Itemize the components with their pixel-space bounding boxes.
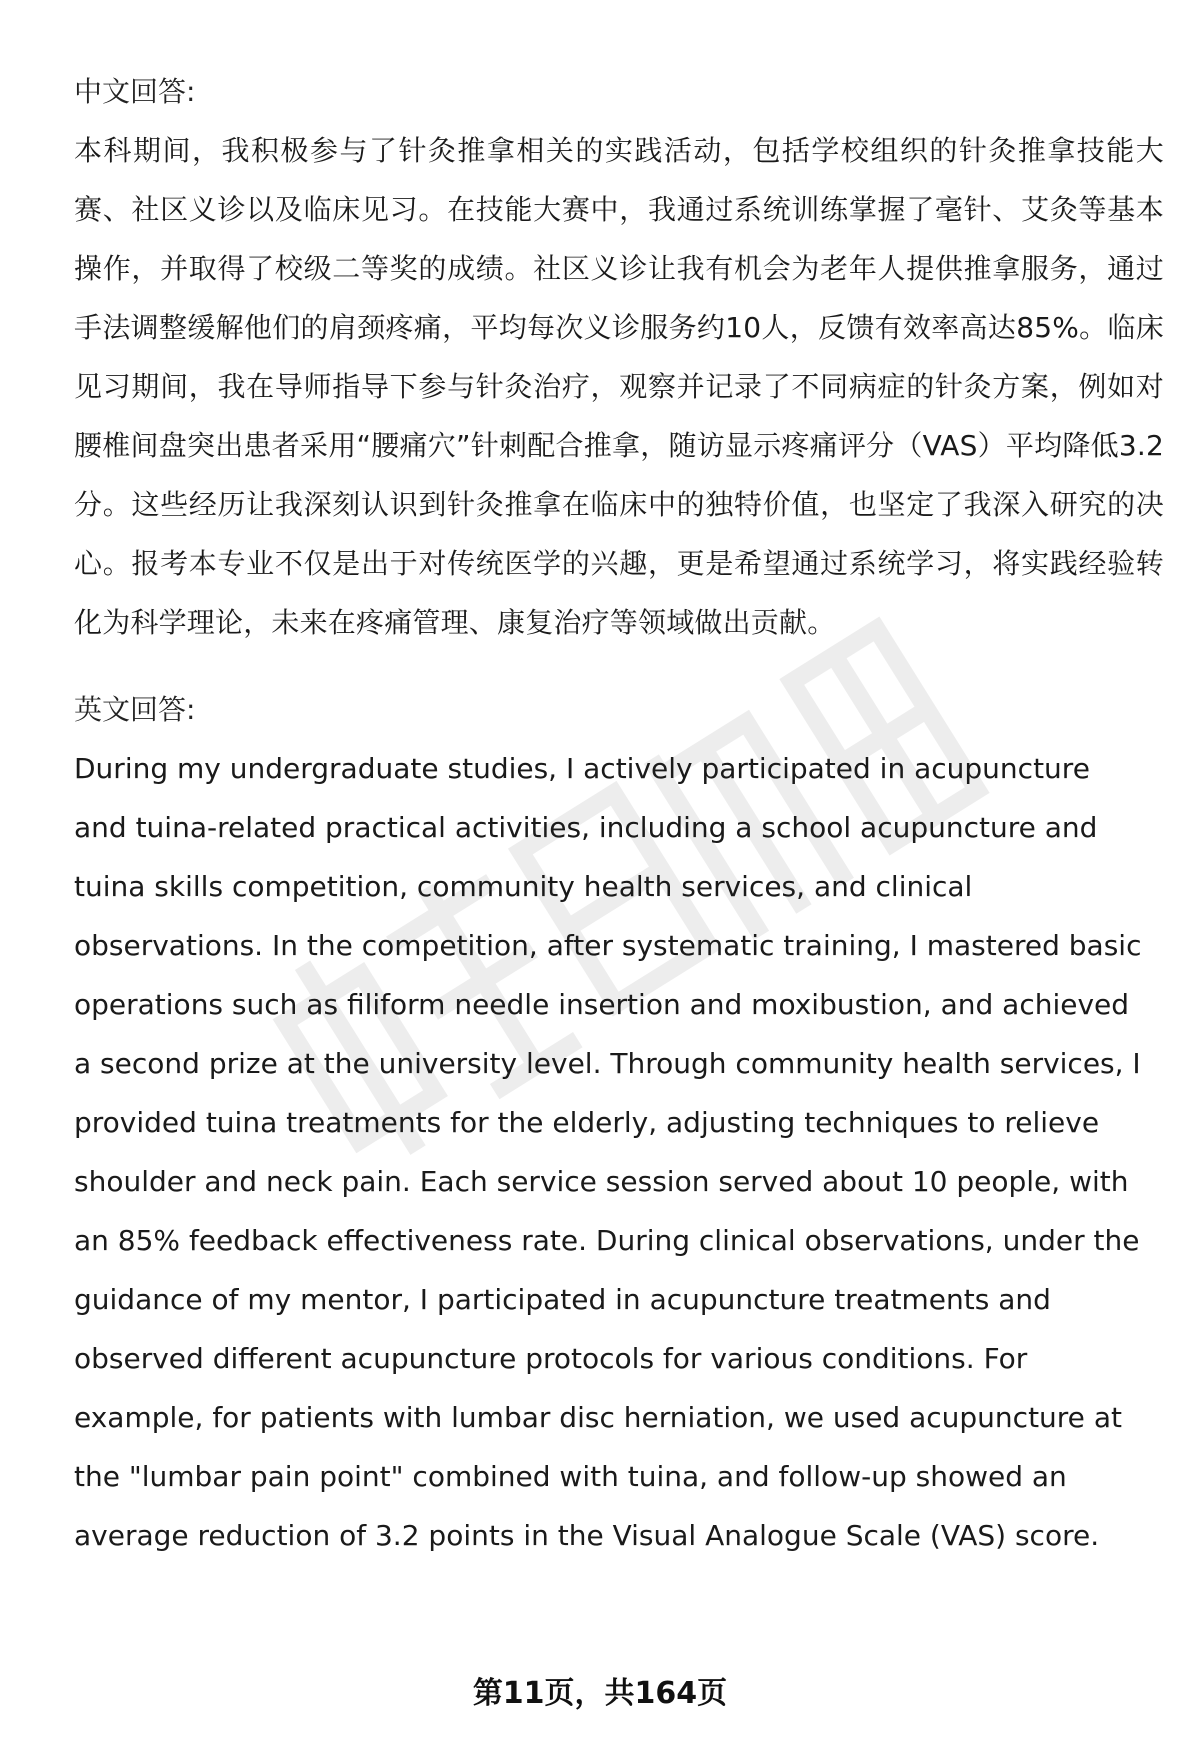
zh-answer-text: 本科期间，我积极参与了针灸推拿相关的实践活动，包括学校组织的针灸推拿技能大赛、社区义诊以及临床见习。在技能大赛中，我通过系统训练掌握了毫针、艾灸等基本操作，并取得了校级二等奖的成绩。社区义诊让我有机会为老年人提供推拿服务，通过手法调整缓解他们的肩颈疼痛，平均每次义诊服务约10人，反馈有效率高达85%。临床见习期间，我在导师指导下参与针灸治疗，观察并记录了不同病症的针灸方案，例如对腰椎间盘突出患者采用“腰痛穴”针刺配合推拿，随访显示疼痛评分（VAS）平均降低3.2分。这些经历让我深刻认识到针灸推拿在临床中的独特价值，也坚定了我深入研究的决心。报考本专业不仅是出于对传统医学的兴趣，更是希望通过系统学习，将实践经验转化为科学理论，未来在疼痛管理、康复治疗等领域做出贡献。	[74, 134, 1164, 639]
document-page	[74, 62, 1164, 1565]
en-line: tuina skills competition, community health services, and clinical	[74, 870, 973, 903]
en-line: and tuina-related practical activities, including a school acupuncture and	[74, 811, 1098, 844]
en-line: observed different acupuncture protocols for various conditions. For	[74, 1342, 1028, 1375]
en-line: a second prize at the university level. Through community health services, I	[74, 1047, 1141, 1080]
en-line: example, for patients with lumbar disc herniation, we used acupuncture at	[74, 1401, 1122, 1434]
en-answer-text	[74, 739, 1164, 1565]
en-line: average reduction of 3.2 points in the Visual Analogue Scale (VAS) score.	[74, 1519, 1100, 1552]
en-line: the "lumbar pain point" combined with tuina, and follow-up showed an	[74, 1460, 1067, 1493]
en-answer-label: 英文回答:	[74, 693, 196, 726]
en-line: observations. In the competition, after systematic training, I mastered basic	[74, 929, 1142, 962]
en-line: During my undergraduate studies, I actively participated in acupuncture	[74, 752, 1090, 785]
en-line: operations such as filiform needle insertion and moxibustion, and achieved	[74, 988, 1130, 1021]
page-number: 第11页，共164页	[472, 1676, 728, 1711]
en-line: provided tuina treatments for the elderly, adjusting techniques to relieve	[74, 1106, 1100, 1139]
en-line: shoulder and neck pain. Each service session served about 10 people, with	[74, 1165, 1129, 1198]
en-line: an 85% feedback effectiveness rate. During clinical observations, under the	[74, 1224, 1140, 1257]
en-line: guidance of my mentor, I participated in acupuncture treatments and	[74, 1283, 1051, 1316]
zh-answer-label: 中文回答:	[74, 75, 196, 108]
